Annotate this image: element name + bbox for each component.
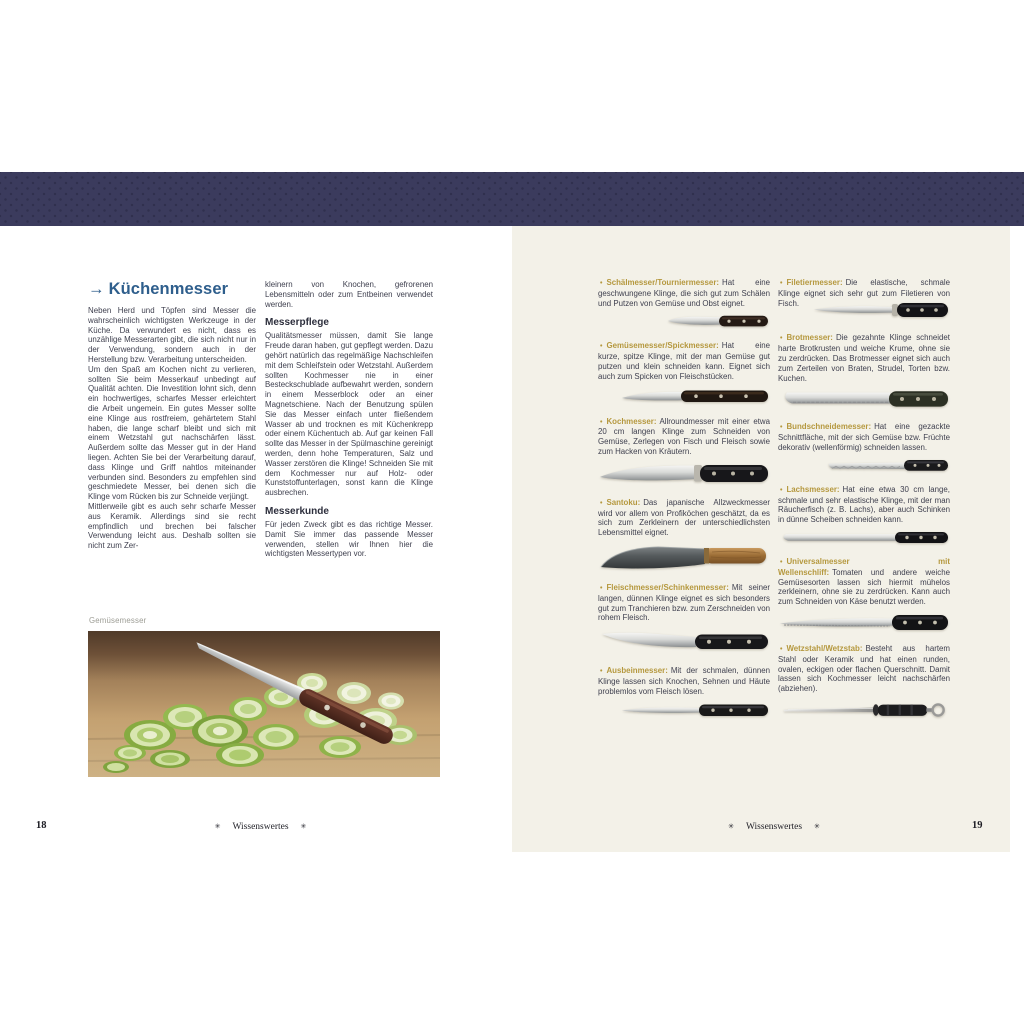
knowledge-paragraph: Für jeden Zweck gibt es das richtige Messer. Damit Sie immer das passende Messer verwenden, stellen wir Ihnen hier die wichtigsten Messertypen vor. [265,519,433,559]
knife-entry-fleischmesser [598,583,770,654]
knife-entry-brotmesser [778,333,950,410]
knife-entry-bundschneidemesser [778,422,950,472]
bundschneidemesser-knife-image [778,458,950,473]
left-column-1 [88,280,256,559]
page-number-right: 19 [972,820,983,831]
ornament-icon: ✳ [728,822,734,831]
left-page [0,226,512,852]
right-page-columns [598,278,950,733]
knife-term: Universalmesser mit Wellenschliff: [778,556,950,577]
knife-entry-kochmesser [598,417,770,486]
bullet-icon: • [780,645,783,653]
bullet-icon: • [780,558,783,566]
arrow-icon: → [88,280,105,298]
lachsmesser-knife-image [778,530,950,545]
right-page [512,226,1010,852]
universalmesser-knife-image [778,612,950,632]
bullet-icon: • [600,668,603,676]
knife-entry-ausbeinmesser [598,666,770,717]
bullet-icon: • [600,499,603,507]
knife-description: Mit seiner langen, dünnen Klinge eignet es sich besonders gut zum Tranchieren bzw. zum Zerschneiden von rohem Fleisch. [598,582,770,623]
knife-term: Schälmesser/Tourniermesser: [606,278,720,287]
filetiermesser-knife-image [778,299,950,321]
gemuesemesser-knife-image [598,387,770,405]
ausbeinmesser-knife-image [598,702,770,718]
knife-description: Das japanische Allzweckmesser wird vor allem von Profiköchen geschätzt, da es sich zum Zerkleinern der unterschiedlichsten Lebensmittel eignet. [598,497,770,538]
wetzstahl-image [778,699,950,721]
knife-term: Filetiermesser: [786,278,843,287]
knife-description: Allroundmesser mit einer etwa 20 cm langen Klinge zum Schneiden von Gemüse, Zerlegen von Fisch und Fleisch sowie zum Hacken von Kräutern. [598,416,770,456]
knife-entry-schaelmesser [598,278,770,329]
right-footer [598,820,950,834]
schaelmesser-knife-image [598,313,770,329]
knife-term: Fleischmesser/Schinkenmesser: [606,582,729,592]
knife-term: Kochmesser: [606,416,657,426]
bullet-icon: • [600,418,603,426]
section-label: Wissenswertes [232,822,289,832]
photo-caption: Gemüsemesser [89,616,147,625]
bullet-icon: • [780,486,783,494]
left-column-2 [265,280,433,559]
knife-term: Santoku: [606,497,641,507]
leek-knife-photo [88,631,440,777]
knife-description: Die elastische, schmale Klinge eignet sich sehr gut zum Filetieren von Fisch. [778,278,950,308]
knife-entry-lachsmesser [778,485,950,545]
section-label: Wissenswertes [745,822,803,832]
ornament-icon: ✳ [814,822,820,831]
right-column-2 [778,278,950,733]
bullet-icon: • [780,280,783,287]
knife-term: Brotmesser: [786,333,833,343]
knife-term: Ausbeinmesser: [606,666,668,676]
knife-entry-gemuesemesser [598,341,770,404]
care-paragraph: Qualitätsmesser müssen, damit Sie lange Freude daran haben, gut gepflegt werden. Dazu gehört natürlich das regelmäßige Nachschleifen mit dem Schleifstein oder Wetzstahl. Außerdem sollten Kochmesser nie in einer Besteckschublade aufbewahrt werden, sondern in einem Messerblock oder an einer Magnetschiene. Nach der Benutzung spülen Sie das Messer einfach unter fließendem Wasser ab und trocknen es mit Küchenkrepp oder einem Küchentuch ab. Auf gar keinen Fall sollte das Messer in der Spülmaschine gereinigt werden, denn hohe Temperaturen, Salz und Wasser zerstören die Klinge! Schneiden Sie mit dem Kochmesser nur auf Holz- oder Kunststoffunterlagen, sonst kann die Klinge ausbrechen. [265,331,434,498]
continuation-paragraph: kleinern von Knochen, gefrorenen Lebensmitteln oder zum Entbeinen verwendet werden. [265,280,433,309]
intro-paragraph: Neben Herd und Töpfen sind Messer die wahrscheinlich wichtigsten Werkzeuge in der Küche. Da verwundert es nicht, dass es unzählige Messerarten gibt, die sich nicht nur in der Verwendung, sondern auch in der Herstellung bzw. Verarbeitung unterscheiden. [88,306,256,364]
knife-description: Mit der schmalen, dünnen Klinge lassen sich Knochen, Sehnen und Häute problemlos vom Fleisch lösen. [598,666,770,696]
knife-description: Hat eine kurze, spitze Klinge, mit der man Gemüse gut putzen und klein schneiden kann. Eignet sich auch zum Spicken von Fleischstücken. [598,341,770,381]
ornament-icon: ✳ [300,822,307,831]
page-number-left: 18 [36,820,47,831]
knife-term: Bundschneidemesser: [786,422,872,432]
knife-entry-wetzstahl [778,644,950,721]
knife-term: Wetzstahl/Wetzstab: [786,643,863,653]
knife-description: Die gezahnte Klinge schneidet harte Brotkrusten und weiche Krume, ohne sie zu zerdrücken. Das Brotmesser eignet sich auch zum Zerteilen von Braten, Strudel, Torten bzw. Kuchen. [778,333,950,383]
knife-description: Hat eine geschwungene Klinge, die sich gut zum Schälen und Putzen von Gemüse und Obst eignet. [598,278,770,308]
santoku-knife-image [598,543,770,571]
right-column-1 [598,278,770,733]
knife-description: Hat eine etwa 30 cm lange, schmale und sehr elastische Klinge, mit der man Räucherfisch (z. B. Lachs), aber auch Schinken in dünne Scheiben schneiden kann. [778,484,950,525]
bullet-icon: • [780,335,783,343]
kochmesser-knife-image [598,462,770,486]
brotmesser-knife-image [778,388,950,410]
ceramic-paragraph: Mittlerweile gibt es auch sehr scharfe Messer aus Keramik. Allerdings sind sie recht empfindlich und brechen bei falscher Verwendung leicht aus. Deshalb sollten sie nicht zum Zer- [88,501,256,551]
bullet-icon: • [600,280,603,287]
knife-term: Lachsmesser: [786,484,840,494]
bullet-icon: • [600,584,603,592]
knowledge-heading: Messerkunde [265,505,329,517]
knife-description: Tomaten und andere weiche Gemüsesorten lassen sich hiermit mühelos zerkleinern, ohne sie zu zerdrücken. Kann auch zum Schneiden von Käse benutzt werden. [778,567,950,607]
left-footer [88,820,433,834]
left-page-columns [88,280,433,559]
knife-entry-filetiermesser [778,278,950,321]
page-title: → Küchenmesser [88,280,229,298]
fleischmesser-knife-image [598,628,770,654]
care-heading: Messerpflege [265,317,329,329]
knife-term: Gemüsemesser/Spickmesser: [606,341,719,351]
bullet-icon: • [780,424,783,432]
ornament-icon: ✳ [214,822,221,831]
knife-entry-santoku [598,498,770,571]
quality-paragraph: Um den Spaß am Kochen nicht zu verlieren, sollten Sie beim Messerkauf unbedingt auf Qualität achten. Die Investition lohnt sich, denn ein hochwertiges, scharfes Messer erleichtert die Arbeit ungemein. Ein gutes Messer sollte eine Klinge aus rostfreiem, gehärtetem Stahl haben, die lange scharf bleibt und sich mit einem Wetzstahl gut nachschärfen lässt. Außerdem sollte das Messer gut in der Hand liegen. Achten Sie bei der Verarbeitung darauf, dass Klinge und Griff nahtlos miteinander verbunden sind. Besonders zu empfehlen sind geschmiedete Messer, bei denen sich die Klinge vom Rücken bis zur Schneide verjüngt. [88,364,256,502]
knife-description: Hat eine gezackte Schnittfläche, mit der sich Gemüse bzw. Früchte dekorativ (wellenförmig) schneiden lassen. [778,422,950,452]
knife-entry-universalmesser [778,557,950,632]
bullet-icon: • [600,343,603,351]
knife-description: Besteht aus hartem Stahl oder Keramik und hat einen runden, ovalen, eckigen oder flachen Querschnitt. Damit lassen sich Kochmesser leicht nachschärfen (abziehen). [778,643,950,694]
decorative-dotted-band [0,172,1024,226]
